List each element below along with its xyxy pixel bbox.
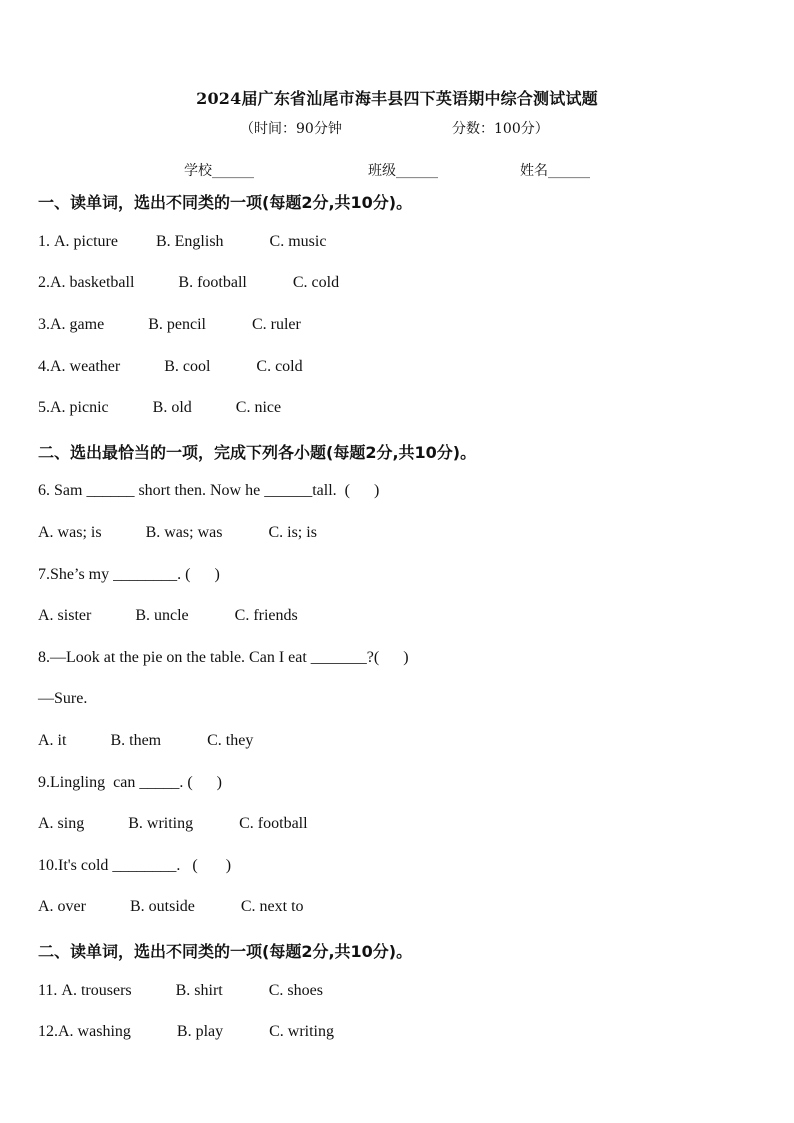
exam-score: 分数：100分） — [452, 121, 549, 137]
question-5 — [38, 399, 281, 417]
option-b: B. outside — [129, 898, 195, 915]
option-c: C. friends — [234, 607, 298, 624]
question-1 — [38, 233, 326, 251]
option-c: C. cold — [292, 274, 340, 291]
option-b: B. shirt — [175, 982, 223, 999]
option-c: C. nice — [235, 399, 282, 416]
question-number: 4. — [38, 358, 50, 375]
school-field: 学校______ — [184, 163, 254, 179]
page-title: 2024届广东省汕尾市海丰县四下英语期中综合测试试题 — [196, 89, 598, 108]
question-8-stem: 8.—Look at the pie on the table. Can I eat _______?( ) — [38, 649, 409, 666]
option-c: C. is; is — [268, 524, 317, 541]
section-2-heading: 二、选出最恰当的一项，完成下列各小题(每题2分,共10分)。 — [38, 443, 477, 462]
class-field: 班级______ — [368, 163, 438, 179]
section-3-heading: 二、读单词，选出不同类的一项(每题2分,共10分)。 — [38, 942, 413, 961]
question-7-stem: 7.She’s my ________. ( ) — [38, 566, 220, 583]
question-number: 11. — [38, 982, 62, 999]
option-a: A. sing — [38, 815, 85, 832]
option-a: A. picnic — [50, 399, 109, 416]
question-7-options — [38, 607, 298, 625]
option-b: B. play — [176, 1023, 224, 1040]
question-12 — [38, 1023, 334, 1041]
question-6-stem: 6. Sam ______ short then. Now he ______tall. ( ) — [38, 482, 380, 499]
section-1-heading: 一、读单词，选出不同类的一项(每题2分,共10分)。 — [38, 193, 413, 212]
question-9-options — [38, 815, 308, 833]
option-b: B. writing — [128, 815, 194, 832]
question-8-options — [38, 732, 253, 750]
option-b: B. was; was — [145, 524, 223, 541]
question-8-reply: —Sure. — [38, 690, 88, 707]
option-c: C. music — [269, 233, 327, 250]
question-2 — [38, 274, 339, 292]
option-c: C. writing — [269, 1023, 334, 1040]
option-a: A. basketball — [50, 274, 135, 291]
option-a: A. picture — [54, 233, 118, 250]
question-10-stem: 10.It's cold ________. ( ) — [38, 857, 232, 874]
option-c: C. next to — [240, 898, 304, 915]
option-c: C. football — [239, 815, 308, 832]
question-3 — [38, 316, 301, 334]
option-a: A. over — [38, 898, 86, 915]
question-number: 1. — [38, 233, 54, 250]
option-a: A. washing — [58, 1023, 131, 1040]
question-9-stem: 9.Lingling can _____. ( ) — [38, 774, 222, 791]
option-b: B. them — [110, 732, 162, 749]
option-b: B. football — [178, 274, 247, 291]
option-b: B. old — [152, 399, 192, 416]
exam-time: （时间：90分钟 — [240, 121, 342, 137]
option-a: A. was; is — [38, 524, 102, 541]
option-a: A. trousers — [61, 982, 132, 999]
option-b: B. cool — [164, 358, 211, 375]
option-b: B. pencil — [148, 316, 206, 333]
question-number: 5. — [38, 399, 50, 416]
question-6-options — [38, 524, 317, 542]
option-a: A. sister — [38, 607, 92, 624]
option-c: C. they — [207, 732, 254, 749]
option-c: C. shoes — [268, 982, 323, 999]
question-number: 2. — [38, 274, 50, 291]
option-b: B. uncle — [135, 607, 189, 624]
option-a: A. weather — [50, 358, 121, 375]
question-number: 12. — [38, 1023, 58, 1040]
option-b: B. English — [155, 233, 224, 250]
option-c: C. cold — [256, 358, 303, 375]
option-a: A. game — [50, 316, 105, 333]
option-a: A. it — [38, 732, 67, 749]
question-11 — [38, 982, 323, 1000]
question-4 — [38, 358, 303, 376]
name-field: 姓名______ — [520, 163, 590, 179]
question-10-options — [38, 898, 304, 916]
option-c: C. ruler — [251, 316, 301, 333]
question-number: 3. — [38, 316, 50, 333]
